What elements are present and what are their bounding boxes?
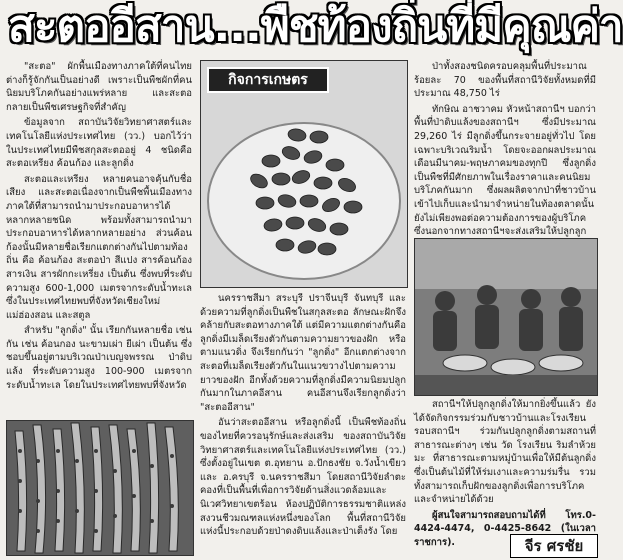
- paragraph: "สะตอ" ผักพื้นเมืองทางภาคใต้ที่คนไทยต่างก็รู้จักกันเป็นอย่างดี เพราะเป็นพืชผักที่คนนิยมบริโภคกันอย่างแพร่หลาย และสะตอกลายเป็นพืชเศรษฐกิจที่สำคัญ: [6, 61, 192, 113]
- column-1: [6, 60, 192, 412]
- section-logo: กิจการเกษตร: [207, 67, 329, 93]
- paragraph: สะตอและเหรียง หลายคนอาจคุ้นกับชื่อเสียง และสะตอเนื่องจากเป็นพืชพื้นเมืองทางภาคใต้ที่สามารถนำมาประกอบอาหารได้หลากหลายชนิด พร้อมทั้งสามารถนำมาประกอบอาหารได้หลากหลายอย่าง ส่วนค้อนก้องนั้นมีหลายชื่อเรียกแตกต่างกันไปตามท้องถิ่น คือ ค้อนก้อง สะตอป่า สีแปง สารค้อนก้อง สารเงิน สารผักกะเหรี่ยง เป็นต้น ซึ่งพบที่ระดับความสูง 600-1,000 เมตรจากระดับน้ำทะเล ซึ่งในประเทศไทยพบที่จังหวัดเชียงใหม่ แม่ฮ่องสอน และสตูล: [6, 173, 192, 321]
- headline: สะตออีสาน...พืชท้องถิ่นที่มีคุณค่า: [8, 1, 623, 52]
- paragraph: ป่าทั้งสองชนิดครอบคลุมพื้นที่ประมาณร้อยละ 70 ของพื้นที่สถานีวิจัยทั้งหมดที่มีประมาณ 48,750 ไร่: [414, 61, 596, 100]
- people-illustration: [415, 239, 597, 395]
- contact-paragraph: ผู้สนใจสามารถสอบถามได้ที่ โทร.0-4424-4474, 0-4425-8642 (ในเวลาราชการ).: [414, 509, 596, 548]
- paragraph: สำหรับ "ลูกดิ่ง" นั้น เรียกกันหลายชื่อ เช่นกัน เช่น ค้อนกอง นะขามเผ่า ยีเผ่า เป็นต้น ซึ่งชอบขึ้นอยู่ตามบริเวณป่าเบญจพรรณ ป่าดิบแล้ง ที่ระดับความสูง 100-900 เมตรจากระดับน้ำทะเล โดยในประเทศไทยพบที่จังหวัด: [6, 325, 192, 391]
- paragraph: นครราชสีมา สระบุรี ปราจีนบุรี จันทบุรี และด้วยความที่ลูกดิ่งเป็นพืชในสกุลสะตอ ลักษณะฝักจึงคล้ายกับสะตอทางภาคใต้ แต่มีความแตกต่างกันคือ ลูกดิ่งมีเมล็ดเรียงตัวกันตามความยาวของฝัก หรือตามแนวดิ่ง จึงเรียกกันว่า "ลูกดิ่ง" อีกแตกต่างจากสะตอที่เมล็ดเรียงตัวกันในแนวขวางไปตามความยาวของฝัก อีกทั้งด้วยความที่ลูกดิ่งมีความนิยมปลูกกันมากในภาคอีสาน คนอีสานจึงเรียกลูกดิ่งว่า "สะตออีสาน": [200, 293, 406, 413]
- people-photo: [414, 238, 598, 396]
- paragraph: สถานีฯให้ปลูกลูกดิ่งให้มากยิ่งขึ้นแล้ว ยังได้จัดกิจกรรมร่วมกับชาวบ้านและโรงเรียนรอบสถานีฯ ร่วมกันปลูกลูกดิ่งตามสถานที่สาธารณะต่างๆ เช่น วัด โรงเรียน ริมลำห้วยมะ ที่สาธารณะตามหมู่บ้านเพื่อให้มีต้นลูกดิ่ง ซึ่งเป็นต้นไม้ที่ให้ร่มเงาและความร่มรื่น รวมทั้งสามารถเก็บฝักของลูกดิ่งเพื่อการบริโภคและจำหน่ายได้ด้วย: [414, 399, 596, 506]
- pods-illustration: [7, 421, 193, 555]
- paragraph: ทักษิณ อาชวาคม หัวหน้าสถานีฯ บอกว่า พื้นที่ป่าดิบแล้งของสถานีฯ ซึ่งมีประมาณ 29,260 ไร่ มีลูกดิ่งขึ้นกระจายอยู่ทั่วไป โดยเฉพาะบริเวณริมน้ำ โดยจะออกผลประมาณเดือนมีนาคม-พฤษภาคมของทุกปี ซึ่งลูกดิ่งเป็นพืชที่มีศักยภาพในเรื่องราคาและคนนิยมบริโภคกันมาก ซึ่งผลผลิตจากป่าที่ชาวบ้านเข้าไปเก็บและนำมาจำหน่ายในท้องตลาดนั้นยังไม่เพียงพอต่อความต้องการของผู้บริโภค ซึ่งนอกจากทางสถานีฯจะส่งเสริมให้ปลูกลูก: [414, 103, 596, 238]
- paragraph: อันว่าสะตออีสาน หรือลูกดิ่งนี้ เป็นพืชท้องถิ่นของไทยที่ควรอนุรักษ์และส่งเสริม ของสถาบันวิจัยวิทยาศาสตร์และเทคโนโลยีแห่งประเทศไทย (วว.) ซึ่งตั้งอยู่ในเขต ต.อุทยาน อ.ปักธงชัย จ.วังน้ำเขียว และ อ.ครบุรี จ.นครราชสีมา โดยสถานีวิจัยลำตะคองที่เป็นพื้นที่เพื่อการวิจัยด้านสิ่งแวดล้อมและนิเวศวิทยาเขตร้อน ห้องปฏิบัติการธรรมชาติแหล่งสงวนชีวมณฑลแห่งหนึ่งของโลก พื้นที่สถานีวิจัยแห่งนี้ประกอบด้วยป่าดงดิบแล้งและป่าเต็งรัง โดย: [200, 417, 406, 538]
- pods-photo: [6, 420, 194, 556]
- byline: จีร ศรชัย: [510, 534, 598, 558]
- paragraph: ข้อมูลจาก สถาบันวิจัยวิทยาศาสตร์และเทคโนโลยีแห่งประเทศไทย (วว.) บอกไว้ว่า ในประเทศไทยมีพืชสกุลสะตออยู่ 4 ชนิดคือ สะตอเหรียง ค้อนก้อง และลูกดิ่ง: [6, 117, 192, 170]
- column-3: [414, 60, 596, 238]
- beans-photo: [200, 60, 408, 288]
- column-2: [200, 292, 406, 538]
- beans-illustration: [201, 61, 407, 287]
